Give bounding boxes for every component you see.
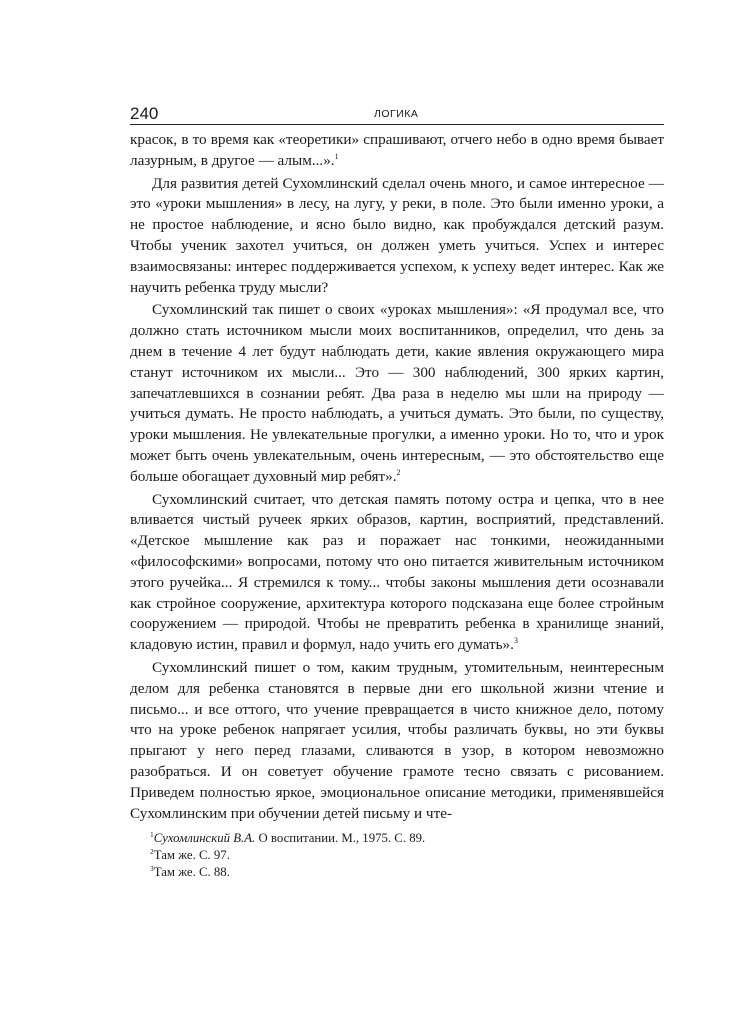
footnote xyxy=(150,847,664,864)
paragraph xyxy=(130,658,664,824)
paragraph xyxy=(130,174,664,299)
footnote-mark: 1 xyxy=(150,830,154,839)
paragraph-text: Сухомлинский так пишет о своих «уроках мышления»: «Я продумал все, что должно стать источником мысли моих воспитанников, определил, что день за днем в течение 4 лет будут наблюдать дети, какие явления окружающего мира станут источником их мысли... Это — 300 наблюдений, 300 ярких картин, запечатлевшихся в сознании ребят. Два раза в неделю мы шли на природу — учиться думать. Не просто наблюдать, а учиться думать. Это были, по существу, уроки мышления. Не увлекательные прогулки, а именно уроки. Но то, что и урок может быть очень увлекательным, очень интересным, — это обстоятельство еще больше обогащает духовный мир ребят». xyxy=(130,301,664,485)
paragraph xyxy=(130,300,664,487)
footnote-author: Сухомлинский В.А. xyxy=(153,831,256,845)
footnotes xyxy=(150,830,664,881)
footnote-ref: 2 xyxy=(396,467,401,477)
footnote-text: О воспитании. М., 1975. С. 89. xyxy=(255,831,426,845)
paragraph-text: Для развития детей Сухомлинский сделал очень много, и самое интересное — это «уроки мышления» в лесу, на лугу, у реки, в поле. Это были именно уроки, а не простое наблюдение, и ясно было видно, как пробуждался детский разум. Чтобы ученик захотел учиться, он должен уметь учиться. Успех и интерес взаимосвязаны: интерес поддерживается успехом, к успеху ведет интерес. Как же научить ребенка труду мысли? xyxy=(130,174,664,296)
paragraph-text: красок, в то время как «теоретики» спрашивают, отчего небо в одно время бывает лазурным, в другое — алым...». xyxy=(130,131,664,169)
footnote xyxy=(150,864,664,881)
footnote-mark: 3 xyxy=(150,864,154,873)
section-title: ЛОГИКА xyxy=(374,108,419,120)
paragraph-text: Сухомлинский считает, что детская память потому остра и цепка, что в нее вливается чистый ручеек ярких образов, картин, восприятий, представлений. «Детское мышление как раз и поражает нас тонкими, неожиданными «философскими» вопросами, потому что оно питается живительным источником этого ручейка... Я стремился к тому... чтобы законы мышления дети осознавали как стройное сооружение, архитектура которого подсказана еще более стройным сооружением — природой. Чтобы не превратить ребенка в хранилище знаний, кладовую истин, правил и формул, надо учить его думать». xyxy=(130,490,664,654)
footnote xyxy=(150,830,664,847)
paragraph xyxy=(130,490,664,656)
body-text xyxy=(130,130,664,824)
footnote-mark: 2 xyxy=(150,847,154,856)
paragraph-text: Сухомлинский пишет о том, каким трудным, утомительным, неинтересным делом для ребенка становятся в первые дни его школьной жизни чтение и письмо... и все оттого, что учение превращается в чисто книжное дело, потому что на уроке ребенок напрягает усилия, чтобы различать буквы, но эти буквы прыгают у него перед глазами, сливаются в узор, в котором невозможно разобраться. И он советует обучение грамоте тесно связать с рисованием. Приведем полностью яркое, эмоциональное описание методики, применявшейся Сухомлинским при обучении детей письму и чте- xyxy=(130,658,664,822)
footnote-ref: 1 xyxy=(334,151,339,161)
footnote-text: Там же. С. 88. xyxy=(153,865,230,879)
page-number: 240 xyxy=(130,104,159,123)
footnote-text: Там же. С. 97. xyxy=(153,848,230,862)
paragraph-continuation xyxy=(130,130,664,172)
running-head xyxy=(130,104,664,125)
footnote-ref: 3 xyxy=(513,636,518,646)
